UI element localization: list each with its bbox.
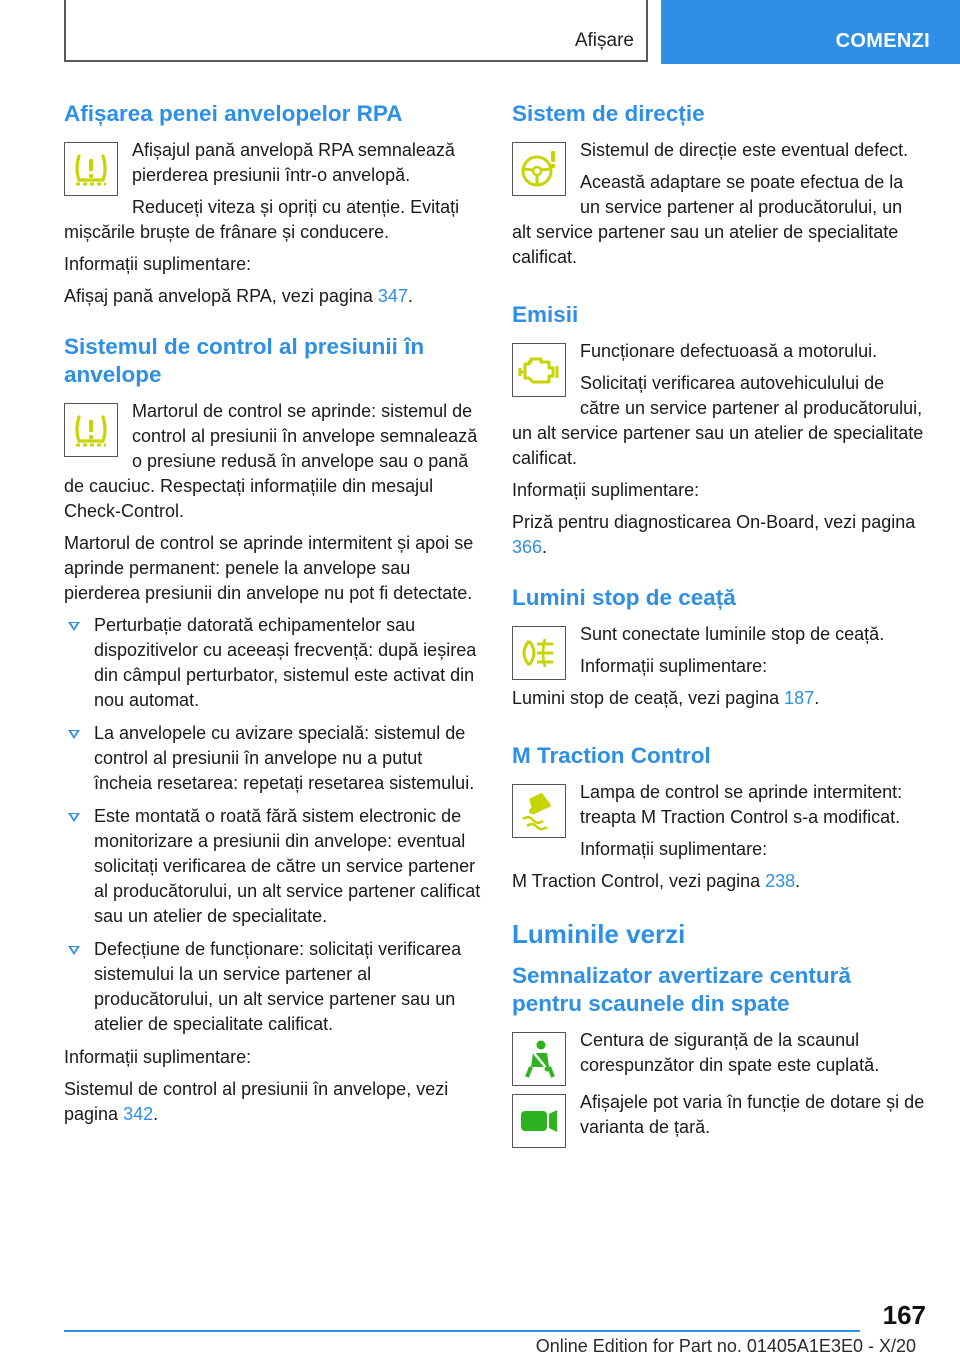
header-section-tab [64,0,648,62]
fog-section [512,584,926,718]
tire-pressure-warning-icon [64,403,118,457]
steering-paragraph-1: Sistemul de direcție este eventual defect. [580,140,909,160]
traction-control-icon [512,784,566,838]
triangle-bullet-icon [68,730,80,739]
steering-warning-icon [512,142,566,196]
mtraction-paragraph-1: Lampa de control se aprinde intermitent: treapta M Traction Control s-a modificat. [580,782,903,827]
green-lights-heading: Luminile verzi [512,919,686,949]
left-column [64,100,482,1151]
emissions-heading: Emisii [512,302,579,327]
emissions-section [512,301,926,560]
rpa-heading: Afișarea penei anvelopelor RPA [64,101,403,126]
right-column [512,100,926,1176]
rpa-reference: Afișaj pană anvelopă RPA, vezi pagina 347. [64,286,413,306]
emissions-info-label: Informații suplimentare: [512,480,700,500]
triangle-bullet-icon [68,813,80,822]
emissions-paragraph-1: Funcționare defectuoasă a motorului. [580,341,878,361]
list-item: Perturbație datorată echipamentelor sau dispozitivelor cu aceeași frecvență: după ieșirea din câmpul perturbator, sistemul este activat din nou automat. [64,613,482,713]
seatbelt-paragraph-2: Afișajele pot varia în funcție de dotare și de varianta de țară. [580,1092,925,1137]
steering-section [512,100,926,277]
pressure-bullet-list [64,613,482,1037]
pressure-paragraph-1: Martorul de control se aprinde: sistemul de control al presiunii în anvelope semnalează o presiune redusă în anvelope sau o pană de cauciuc. Respectați informațiile din mesajul Check-Control. [64,401,478,521]
header-chapter-tab[interactable] [661,0,960,64]
section-label: Afișare [574,30,634,51]
pressure-paragraph-2: Martorul de control se aprinde intermitent și apoi se aprinde permanent: penele la anvelope sau pierderea presiunii din anvelope nu pot fi detectate. [64,533,474,603]
page-link-187[interactable]: 187 [784,688,815,708]
rpa-paragraph-1: Afișajul pană anvelopă RPA semnalează pierderea presiunii într-o anvelopă. [132,140,455,185]
page-link-238[interactable]: 238 [765,871,796,891]
seatbelt-paragraph-1: Centura de siguranță de la scaunul corespunzător din spate este cuplată. [580,1030,880,1075]
emissions-paragraph-2: Solicitați verificarea autovehiculului de către un service partener al producătorului, un alt service partener sau un atelier de specialitate calificat. [512,373,924,468]
rpa-paragraph-2: Reduceți viteza și opriți cu atenție. Evitați mișcările bruște de frânare și conducere. [64,197,460,242]
edition-footer: Online Edition for Part no. 01405A1E3E0 - X/20 [535,1336,916,1356]
footer-divider [64,1330,860,1332]
seatbelt-icon [512,1032,566,1086]
engine-check-icon [512,343,566,397]
mtraction-section [512,742,926,894]
mtraction-info-label: Informații suplimentare: [580,839,768,859]
pressure-reference: Sistemul de control al presiunii în anvelope, vezi pagina 342. [64,1079,449,1124]
steering-heading: Sistem de direcție [512,101,705,126]
triangle-bullet-icon [68,946,80,955]
mtraction-reference: M Traction Control, vezi pagina 238. [512,871,801,891]
pressure-heading: Sistemul de control al presiunii în anvelope [64,334,425,387]
seatbelt-rear-indicator-icon [512,1094,566,1148]
rpa-section [64,100,482,309]
page-link-366[interactable]: 366 [512,537,543,557]
fog-paragraph-1: Sunt conectate luminile stop de ceață. [580,624,885,644]
rpa-info-label: Informații suplimentare: [64,254,252,274]
page-number: 167 [882,1300,926,1330]
pressure-section [64,333,482,1127]
triangle-bullet-icon [68,622,80,631]
tire-pressure-warning-icon [64,142,118,196]
page-link-347[interactable]: 347 [377,286,408,306]
fog-info-label: Informații suplimentare: [580,656,768,676]
emissions-reference: Priză pentru diagnosticarea On-Board, vezi pagina 366. [512,512,916,557]
pressure-info-label: Informații suplimentare: [64,1047,252,1067]
fog-heading: Lumini stop de ceață [512,585,736,610]
list-item: Defecțiune de funcționare: solicitați verificarea sistemului la un service partener al producătorului, un alt service partener sau un atelier de specialitate calificat. [64,937,482,1037]
chapter-label: COMENZI [835,30,930,52]
rear-fog-light-icon [512,626,566,680]
page-link-342[interactable]: 342 [123,1104,154,1124]
mtraction-heading: M Traction Control [512,743,711,768]
seatbelt-heading: Semnalizator avertizare centură pentru scaunele din spate [512,963,851,1016]
list-item: La anvelopele cu avizare specială: sistemul de control al presiunii în anvelope nu a putut încheia resetarea: repetați resetarea sistemului. [64,721,482,796]
steering-paragraph-2: Această adaptare se poate efectua de la un service partener al producătorului, un alt service partener sau un atelier de specialitate calificat. [512,172,904,267]
list-item: Este montată o roată fără sistem electronic de monitorizare a presiunii din anvelope: eventual solicitați verificarea de către un service partener al producătorului, un alt service partener calificat sau un atelier de specialitate. [64,804,482,929]
green-lights-section [512,918,926,1152]
fog-reference: Lumini stop de ceață, vezi pagina 187. [512,688,820,708]
